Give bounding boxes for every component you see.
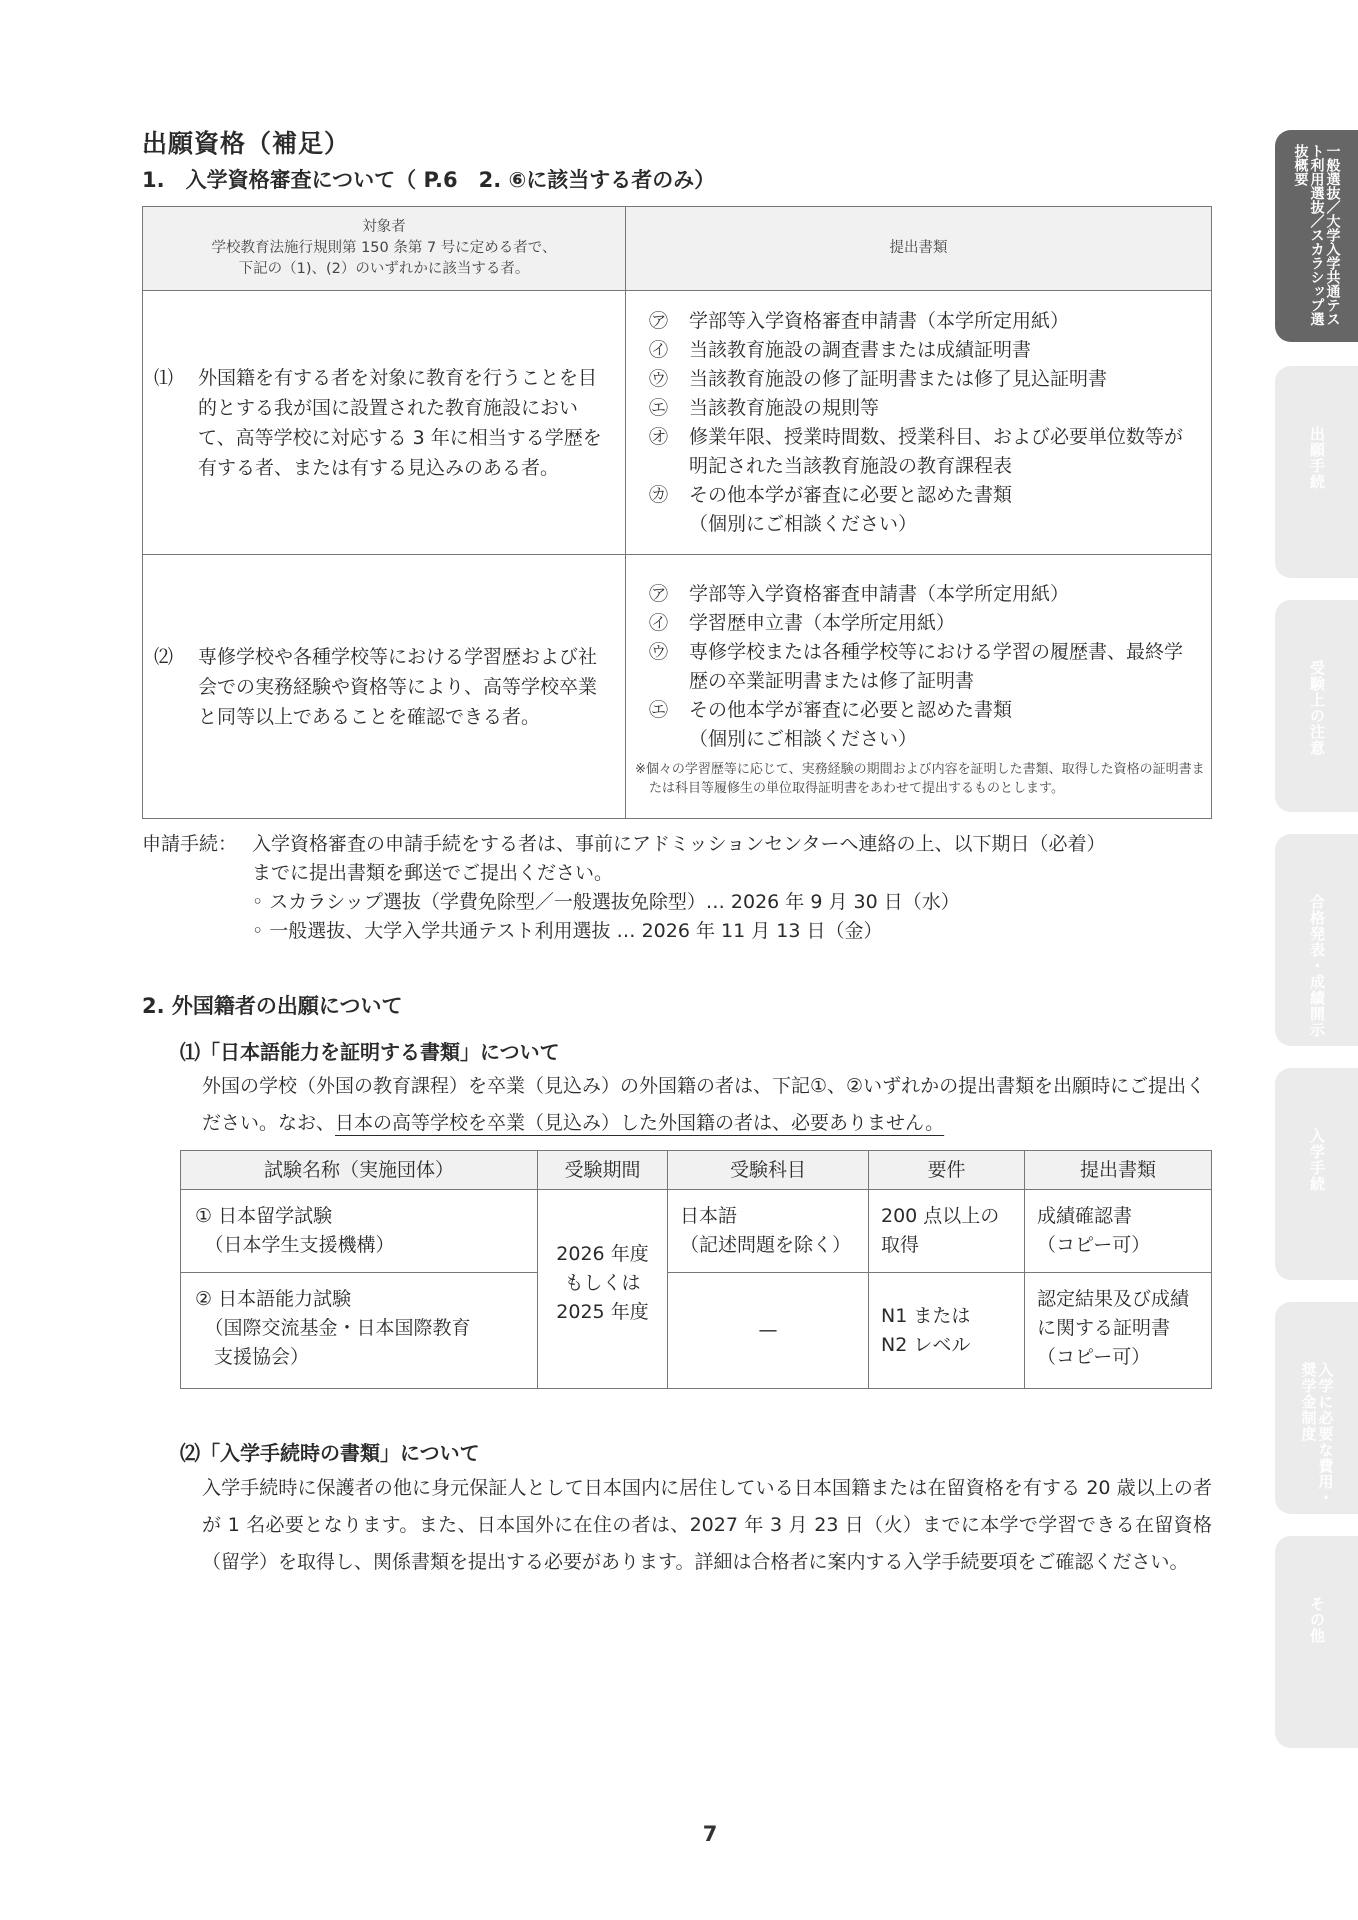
- side-tab-label: 入学に必要な費用・奨学金制度: [1299, 1362, 1335, 1506]
- doc-text: 修業年限、授業時間数、授業科目、および必要単位数等が明記された当該教育施設の教育課程表: [689, 425, 1184, 477]
- underlined-note: 日本の高等学校を卒業（見込み）した外国籍の者は、必要ありません。: [335, 1112, 945, 1134]
- col-header: 受験科目: [668, 1151, 869, 1190]
- side-tab[interactable]: [1275, 834, 1358, 1046]
- row-number: ⑴: [154, 366, 174, 389]
- side-tab[interactable]: [1275, 366, 1358, 578]
- admission-review-table: [142, 206, 1212, 819]
- row-number: ⑵: [154, 645, 174, 668]
- qualification-cell: [143, 291, 626, 555]
- doc-marker: ㋐: [649, 309, 669, 332]
- docs-cell: [626, 555, 1212, 819]
- doc-item: [649, 638, 1200, 696]
- doc-item: [649, 423, 1200, 481]
- col-header: 要件: [869, 1151, 1025, 1190]
- qualification-text: 専修学校や各種学校等における学習歴および社会での実務経験や資格等により、高等学校卒業と同等以上であることを確認できる者。: [198, 645, 598, 728]
- doc-item: [649, 307, 1200, 336]
- doc-text: 学部等入学資格審査申請書（本学所定用紙）: [689, 309, 1070, 332]
- target-header-line: 下記の（1)、(2）のいずれかに該当する者。: [238, 261, 530, 277]
- doc-text: 当該教育施設の規則等: [689, 396, 880, 419]
- side-tab[interactable]: [1275, 600, 1358, 812]
- qualification-cell: [143, 555, 626, 819]
- side-tab[interactable]: [1275, 1302, 1358, 1514]
- japanese-test-table: [180, 1150, 1212, 1389]
- procedure-line: 入学資格審査の申請手続をする者は、事前にアドミッションセンターへ連絡の上、以下期日（必着）: [252, 833, 1106, 855]
- subsection1-heading: ⑴「日本語能力を証明する書類」について: [180, 1040, 560, 1064]
- doc-marker: ㋑: [649, 338, 669, 361]
- doc-item: [649, 580, 1200, 609]
- doc-item: [649, 394, 1200, 423]
- doc-marker: ㋐: [649, 582, 669, 605]
- side-tab-label: 出願手続: [1308, 426, 1326, 490]
- doc-item: [649, 481, 1200, 539]
- section2-heading: 2. 外国籍者の出願について: [142, 994, 403, 1018]
- side-tab-label: 合格発表・成績開示: [1308, 894, 1326, 1038]
- col-header: 試験名称（実施団体）: [181, 1151, 538, 1190]
- doc-text: その他本学が審査に必要と認めた書類 （個別にご相談ください）: [689, 698, 1013, 750]
- page-title: 出願資格（補足）: [142, 129, 351, 158]
- exam-name: ① 日本留学試験 （日本学生支援機構）: [181, 1190, 538, 1273]
- doc-marker: ㋒: [649, 640, 669, 663]
- docs-note: ※個々の学習歴等に応じて、実務経験の期間および内容を証明した書類、取得した資格の証明書または科目等履修生の単位取得証明書をあわせて提出するものとします。: [635, 761, 1205, 796]
- application-procedure: [142, 830, 1105, 946]
- deadline-general: ◦ 一般選抜、大学入学共通テスト利用選抜 … 2026 年 11 月 13 日（金）: [252, 920, 883, 942]
- doc-marker: ㋔: [649, 425, 669, 448]
- exam-period: 2026 年度 もしくは 2025 年度: [538, 1190, 668, 1389]
- exam-requirement: N1 または N2 レベル: [869, 1273, 1025, 1389]
- side-tab[interactable]: [1275, 130, 1358, 342]
- exam-name: ② 日本語能力試験 （国際交流基金・日本国際教育 支援協会）: [181, 1273, 538, 1389]
- japanese-proof-text: [202, 1068, 1212, 1142]
- deadline-scholarship: ◦ スカラシップ選抜（学費免除型／一般選抜免除型）… 2026 年 9 月 30 日（水）: [252, 891, 960, 913]
- doc-marker: ㋒: [649, 367, 669, 390]
- doc-marker: ㋑: [649, 611, 669, 634]
- side-tab-label: その他: [1308, 1596, 1326, 1644]
- procedure-line: までに提出書類を郵送でご提出ください。: [252, 862, 614, 884]
- exam-document: 認定結果及び成績 に関する証明書 （コピー可）: [1025, 1273, 1212, 1389]
- doc-text: 当該教育施設の調査書または成績証明書: [689, 338, 1032, 361]
- exam-subject: —: [668, 1273, 869, 1389]
- doc-marker: ㋓: [649, 698, 669, 721]
- doc-item: [649, 609, 1200, 638]
- exam-document: 成績確認書 （コピー可）: [1025, 1190, 1212, 1273]
- subsection2-heading: ⑵「入学手続時の書類」について: [180, 1441, 480, 1465]
- docs-header: 提出書類: [626, 207, 1212, 291]
- page-number: 7: [702, 1822, 718, 1846]
- enrollment-docs-text: 入学手続時に保護者の他に身元保証人として日本国内に居住している日本国籍または在留資格を有する 20 歳以上の者が 1 名必要となります。また、日本国外に在住の者は、2027 年 3 月 23 日（火）までに本学で学習できる在留資格（留学）を取得し、関係書類を提出する必要があります。詳細は合格者に案内する入学手続要項をご確認ください。: [202, 1477, 1212, 1573]
- doc-text: 当該教育施設の修了証明書または修了見込証明書: [689, 367, 1108, 390]
- paragraph-text: 外国の学校（外国の教育課程）を卒業（見込み）の外国籍の者は、下記①、②いずれかの提出書類を出願時にご提出ください。なお、: [202, 1075, 1206, 1134]
- doc-text: 学習歴申立書（本学所定用紙）: [689, 611, 956, 634]
- doc-item: [649, 365, 1200, 394]
- qualification-text: 外国籍を有する者を対象に教育を行うことを目的とする我が国に設置された教育施設において、高等学校に対応する 3 年に相当する学歴を有する者、または有する見込みのある者。: [198, 366, 602, 479]
- doc-text: 専修学校または各種学校等における学習の履歴書、最終学歴の卒業証明書または修了証明書: [689, 640, 1184, 692]
- side-tab-label: 受験上の注意: [1308, 660, 1326, 756]
- side-tab[interactable]: [1275, 1068, 1358, 1280]
- doc-text: その他本学が審査に必要と認めた書類 （個別にご相談ください）: [689, 483, 1013, 535]
- docs-cell: [626, 291, 1212, 555]
- doc-marker: ㋕: [649, 483, 669, 506]
- doc-marker: ㋓: [649, 396, 669, 419]
- target-header-line: 対象者: [362, 219, 406, 235]
- target-header-line: 学校教育法施行規則第 150 条第 7 号に定める者で、: [211, 240, 557, 256]
- exam-subject: 日本語 （記述問題を除く）: [668, 1190, 869, 1273]
- col-header: 提出書類: [1025, 1151, 1212, 1190]
- side-tab[interactable]: [1275, 1536, 1358, 1748]
- doc-item: [649, 336, 1200, 365]
- exam-requirement: 200 点以上の 取得: [869, 1190, 1025, 1273]
- doc-text: 学部等入学資格審査申請書（本学所定用紙）: [689, 582, 1070, 605]
- procedure-label: 申請手続：: [142, 833, 238, 855]
- target-header: [143, 207, 626, 291]
- col-header: 受験期間: [538, 1151, 668, 1190]
- doc-item: [649, 696, 1200, 754]
- section1-heading: 1. 入学資格審査について（ P.6 2. ⑥に該当する者のみ）: [142, 168, 716, 192]
- side-tab-label: 一般選抜／大学入学共通テスト利用選抜／スカラシップ選抜概要: [1292, 144, 1341, 326]
- side-tab-label: 入学手続: [1308, 1128, 1326, 1192]
